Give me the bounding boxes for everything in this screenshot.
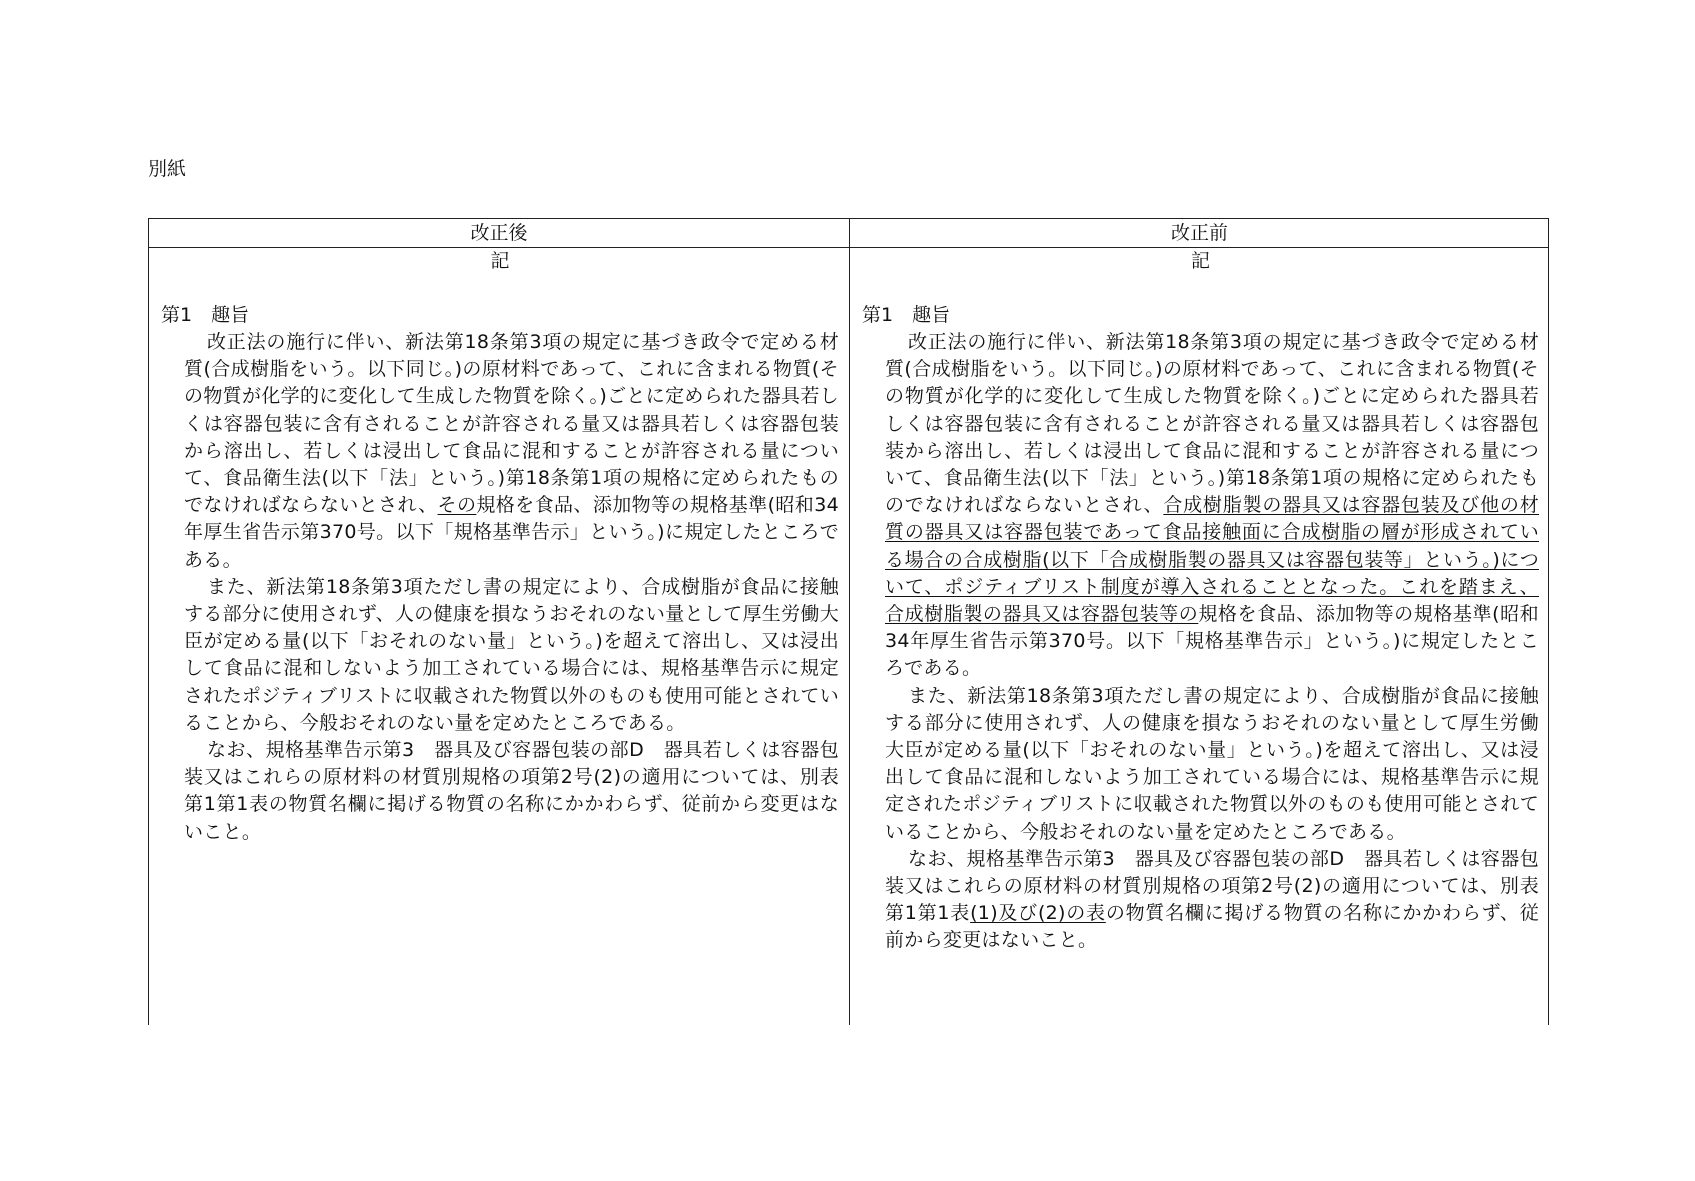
underlined-text: (1)及び(2)の表	[970, 902, 1106, 925]
text-span: 改正法の施行に伴い、新法第18条第3項の規定に基づき政令で定める材質(合成樹脂をいう。以下同じ。)の原材料であって、これに含まれる物質(その物質が化学的に変化して生成した物質を除く。)ごとに定められた器具若しくは容器包装に含有されることが許容される量又は器具若しくは容器包装から溶出し、若しくは浸出して食品に混和することが許容される量について、食品衛生法(以下「法」という。)第18条第1項の規格に定められたものでなければならないとされ、	[885, 331, 1539, 517]
text-span: 規格を食品、添加物等の規格基準(昭和34年厚生省告示第370号。以下「規格基準告示」という。)に規定したところである。	[885, 603, 1539, 680]
paragraph-2: また、新法第18条第3項ただし書の規定により、合成樹脂が食品に接触する部分に使用されず、人の健康を損なうおそれのない量として厚生労働大臣が定める量(以下「おそれのない量」という。)を超えて溶出し、又は浸出して食品に混和しないよう加工されている場合には、規格基準告示に規定されたポジティブリストに収載された物質以外のものも使用可能とされていることから、今般おそれのない量を定めたところである。	[885, 684, 1539, 843]
text-span: 改正法の施行に伴い、新法第18条第3項の規定に基づき政令で定める材質(合成樹脂をいう。以下同じ。)の原材料であって、これに含まれる物質(その物質が化学的に変化して生成した物質を除く。)ごとに定められた器具若しくは容器包装に含有されることが許容される量又は器具若しくは容器包装から溶出し、若しくは浸出して食品に混和することが許容される量について、食品衛生法(以下「法」という。)第18条第1項の規格に定められたものでなければならないとされ、	[184, 331, 839, 517]
text-span: なお、規格基準告示第3 器具及び容器包装の部D 器具若しくは容器包装又はこれらの原材料の材質別規格の項第2号(2)の適用については、別表第1第1表	[885, 847, 1539, 925]
text-span: 規格を食品、添加物等の規格基準(昭和34年厚生省告示第370号。以下「規格基準告示」という。)に規定したところである。	[184, 494, 839, 571]
after-column	[149, 248, 849, 1025]
paragraph-3	[885, 846, 1539, 955]
comparison-table	[148, 218, 1549, 1025]
ki-mark: 記	[1190, 250, 1210, 272]
underlined-text: その	[437, 494, 477, 517]
section-title: 第1 趣旨	[862, 304, 951, 326]
paragraph-1	[184, 329, 839, 574]
section-title: 第1 趣旨	[161, 304, 250, 326]
header-after: 改正後	[470, 222, 528, 244]
paragraph-1	[885, 329, 1539, 683]
paragraph-2: また、新法第18条第3項ただし書の規定により、合成樹脂が食品に接触する部分に使用されず、人の健康を損なうおそれのない量として厚生労働大臣が定める量(以下「おそれのない量」という。)を超えて溶出し、又は浸出して食品に混和しないよう加工されている場合には、規格基準告示に規定されたポジティブリストに収載された物質以外のものも使用可能とされていることから、今般おそれのない量を定めたところである。	[184, 575, 839, 734]
text-span: の物質名欄に掲げる物質の名称にかかわらず、従前から変更はないこと。	[885, 902, 1539, 952]
header-before: 改正前	[1170, 222, 1228, 244]
ki-mark: 記	[490, 250, 510, 272]
paragraph-3: なお、規格基準告示第3 器具及び容器包装の部D 器具若しくは容器包装又はこれらの原材料の材質別規格の項第2号(2)の適用については、別表第1第1表の物質名欄に掲げる物質の名称にかかわらず、従前から変更はないこと。	[184, 739, 839, 843]
attachment-label: 別紙	[148, 158, 187, 180]
before-column	[850, 248, 1549, 1025]
underlined-text: 合成樹脂製の器具又は容器包装及び他の材質の器具又は容器包装であって食品接触面に合成樹脂の層が形成されている場合の合成樹脂(以下「合成樹脂製の器具又は容器包装等」という。)について、ポジティブリスト制度が導入されることとなった。これを踏まえ、合成樹脂製の器具又は容器包装等の	[885, 494, 1540, 626]
